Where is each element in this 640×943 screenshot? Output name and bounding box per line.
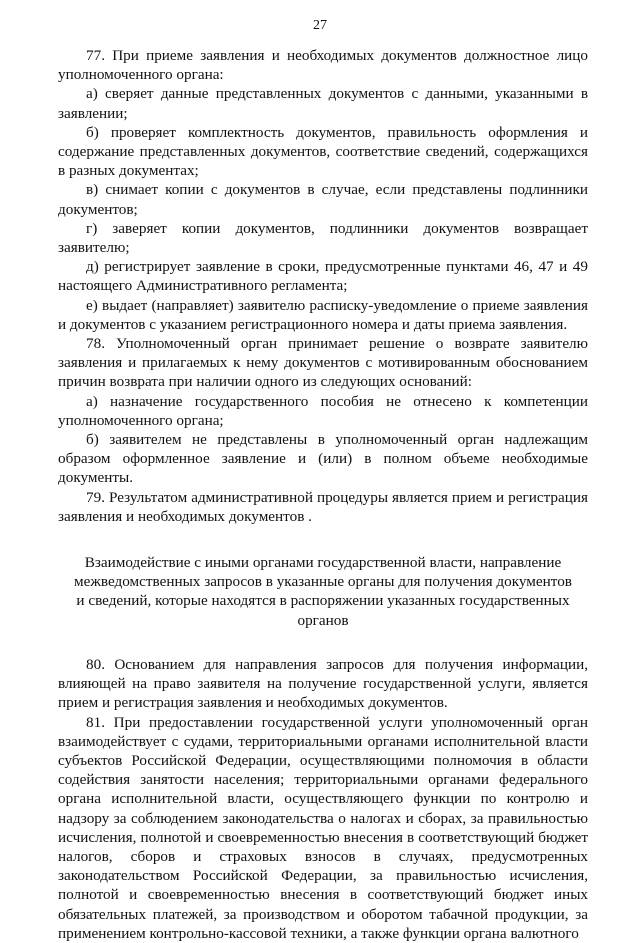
paragraph-81: 81. При предоставлении государственной услуги уполномоченный орган взаимодействует с судами, территориальными органами исполнительной власти субъектов Российской Федерации, осуществляющими полномочия в области содействия занятости населения; территориальными органами федерального органа исполнительной власти, осуществляющего функции по контролю и надзору за соблюдением законодательства о налогах и сборах, за правильностью исчисления, полнотой и своевременностью внесения в соответствующий бюджет налогов, сборов и страховых взносов в случаях, предусмотренных законодательством Российской Федерации, за правильностью исчисления, полнотой и своевременностью внесения в соответствующий бюджет иных обязательных платежей, за производством и оборотом табачной продукции, за применением контрольно-кассовой техники, а также функции органа валютного xyxy=(58,713,588,942)
section-heading: Взаимодействие с иными органами государственной власти, направление межведомственных запросов в указанные органы для получения документов и сведений, которые находятся в распоряжении указанных государственных органов xyxy=(74,554,572,629)
paragraph-78-a: а) назначение государственного пособия не отнесено к компетенции уполномоченного органа; xyxy=(58,392,588,429)
paragraph-77: 77. При приеме заявления и необходимых документов должностное лицо уполномоченного органа: xyxy=(58,47,588,84)
document-body xyxy=(58,46,588,943)
paragraph-77-d: д) регистрирует заявление в сроки, предусмотренные пунктами 46, 47 и 49 настоящего Административного регламента; xyxy=(58,258,588,295)
paragraph-77-g: г) заверяет копии документов, подлинники документов возвращает заявителю; xyxy=(58,219,588,257)
paragraph-78-b: б) заявителем не представлены в уполномоченный орган надлежащим образом оформленное заявление и (или) в полном объеме необходимые документы. xyxy=(58,431,588,487)
paragraph-79: 79. Результатом административной процедуры является прием и регистрация заявления и необходимых документов . xyxy=(58,488,588,525)
paragraph-78: 78. Уполномоченный орган принимает решение о возврате заявителю заявления и прилагаемых к нему документов с мотивированным обоснованием причин возврата при наличии одного из следующих оснований: xyxy=(58,335,588,391)
paragraph-77-a: а) сверяет данные представленных документов с данными, указанными в заявлении; xyxy=(58,85,588,122)
paragraph-80: 80. Основанием для направления запросов для получения информации, влияющей на право заявителя на получение государственной услуги, является прием и регистрация заявления и необходимых документов. xyxy=(58,655,588,712)
paragraph-77-v: в) снимает копии с документов в случае, если представлены подлинники документов; xyxy=(58,181,588,218)
paragraph-77-b: б) проверяет комплектность документов, правильность оформления и содержание представленных документов, соответствие сведений, содержащихся в разных документах; xyxy=(58,123,588,180)
page-number: 27 xyxy=(313,18,327,33)
paragraph-77-e: е) выдает (направляет) заявителю расписку-уведомление о приеме заявления и документов с указанием регистрационного номера и даты приема заявления. xyxy=(58,296,588,333)
